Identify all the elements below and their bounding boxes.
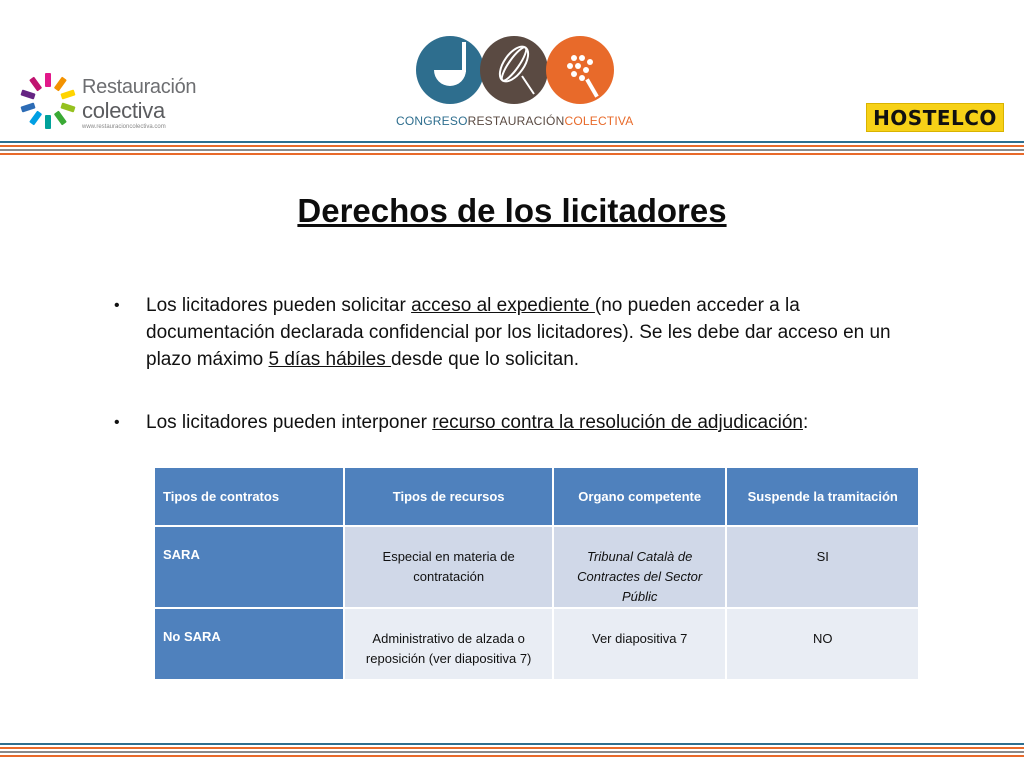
table-cell: NO	[726, 608, 919, 680]
bullet2-underline-recurso: recurso contra la resolución de adjudicación	[432, 412, 803, 433]
bullet-dot: •	[114, 297, 120, 314]
bullet1-underline-expediente: acceso al expediente	[411, 295, 595, 316]
caption-colectiva: COLECTIVA	[564, 114, 634, 128]
bullet1-underline-plazo: 5 días hábiles	[268, 349, 392, 370]
bullet-list	[114, 292, 914, 472]
header-suspende: Suspende la tramitación	[726, 467, 919, 526]
restauracion-colectiva-logo	[20, 68, 197, 134]
hostelco-logo: HOSTELCO	[866, 103, 1004, 132]
table-row	[154, 608, 919, 680]
header-tipos-recursos: Tipos de recursos	[344, 467, 552, 526]
header-organo-competente: Organo competente	[553, 467, 727, 526]
table-row	[154, 526, 919, 608]
whisk-circle	[480, 36, 548, 104]
congreso-logo	[396, 30, 636, 134]
bullet-access	[114, 292, 914, 373]
bullet-dot: •	[114, 414, 120, 431]
bullet1-text-3: desde que lo solicitan.	[391, 349, 580, 370]
bullet2-text-2: :	[802, 412, 809, 433]
colorful-flower-icon	[20, 68, 80, 134]
skimmer-circle	[546, 36, 614, 104]
top-stripes	[0, 141, 1024, 155]
logo-word-restauracion: Restauración	[82, 76, 197, 98]
logo-word-colectiva: colectiva	[82, 98, 165, 123]
row-label: No SARA	[154, 608, 344, 680]
table-header-row	[154, 467, 919, 526]
congreso-circles-icon	[414, 30, 618, 110]
row-label: SARA	[154, 526, 344, 608]
bullet-recurso	[114, 409, 914, 436]
slide-title: Derechos de los licitadores	[297, 192, 727, 229]
table-cell: Tribunal Català de Contractes del Sector Públic	[553, 526, 727, 608]
congreso-caption	[396, 114, 636, 128]
table-cell: SI	[726, 526, 919, 608]
table-cell: Administrativo de alzada o reposición (ver diapositiva 7)	[344, 608, 552, 680]
logo-url: www.restauracioncolectiva.com	[82, 124, 166, 130]
header-tipos-contratos: Tipos de contratos	[154, 467, 344, 526]
table-cell: Ver diapositiva 7	[553, 608, 727, 680]
bottom-stripes	[0, 743, 1024, 757]
caption-congreso: CONGRESO	[396, 114, 468, 128]
caption-restauracion: RESTAURACIÓN	[467, 114, 565, 128]
recursos-table	[153, 466, 920, 681]
table-cell: Especial en materia de contratación	[344, 526, 552, 608]
bullet1-text-2: (no pueden acceder a la documentación declarada confidencial por los licitadores). Se les debe dar acceso en un plazo máximo	[146, 295, 891, 370]
bullet1-text-1: Los licitadores pueden solicitar	[146, 295, 412, 316]
bullet2-text-1: Los licitadores pueden interponer	[146, 412, 433, 433]
